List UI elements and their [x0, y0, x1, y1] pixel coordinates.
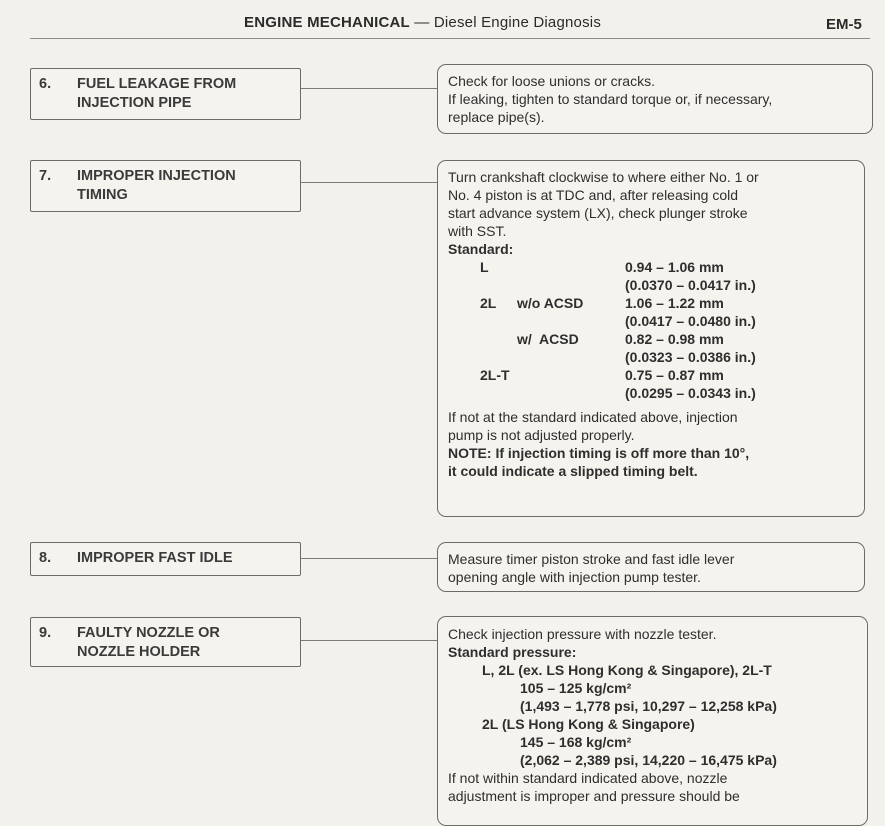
item-8-connector: [301, 558, 437, 559]
text-line: No. 4 piston is at TDC and, after releasing cold: [448, 187, 739, 203]
header-section: ENGINE MECHANICAL: [244, 14, 410, 31]
item-9-connector: [301, 640, 437, 641]
item-label-line: NOZZLE HOLDER: [77, 644, 201, 660]
spec-value: 1.06 – 1.22 mm: [625, 295, 724, 311]
item-7-text-box: [437, 160, 865, 517]
header-dash: —: [409, 14, 434, 31]
pressure-line: L, 2L (ex. LS Hong Kong & Singapore), 2L-T: [482, 662, 772, 678]
header-title: [244, 14, 601, 31]
spec-variant: w/ ACSD: [517, 331, 579, 347]
page-header: [0, 0, 885, 40]
pressure-line: 105 – 125 kg/cm²: [520, 680, 632, 696]
spec-value: (0.0370 – 0.0417 in.): [625, 277, 756, 293]
text-line: adjustment is improper and pressure should be: [448, 788, 740, 804]
item-label-line: TIMING: [77, 187, 128, 203]
header-rule: [30, 38, 870, 39]
text-line: If not within standard indicated above, nozzle: [448, 770, 728, 786]
text-line: If leaking, tighten to standard torque or, if necessary,: [448, 91, 773, 107]
page-number: EM-5: [826, 16, 862, 33]
item-label-line: IMPROPER FAST IDLE: [77, 550, 233, 566]
pressure-line: 145 – 168 kg/cm²: [520, 734, 632, 750]
standard-label: Standard:: [448, 241, 514, 257]
spec-row: [448, 258, 854, 276]
spec-row: [448, 294, 854, 312]
spec-model: 2L: [480, 295, 497, 311]
spec-row: [448, 366, 854, 384]
text-line: opening angle with injection pump tester.: [448, 569, 701, 585]
note-line: NOTE: If injection timing is off more than 10°,: [448, 445, 750, 461]
text-line: replace pipe(s).: [448, 109, 545, 125]
item-6-label-box: [30, 68, 301, 120]
text-line: Turn crankshaft clockwise to where either No. 1 or: [448, 169, 759, 185]
item-7-label-box: [30, 160, 301, 212]
text-line: Check injection pressure with nozzle tester.: [448, 626, 717, 642]
item-8-text-box: [437, 542, 865, 592]
text-line: with SST.: [448, 223, 507, 239]
text-line: start advance system (LX), check plunger stroke: [448, 205, 748, 221]
spec-model: L: [480, 259, 489, 275]
standard-label: Standard pressure:: [448, 644, 577, 660]
item-number: 7.: [39, 168, 52, 184]
text-line: Measure timer piston stroke and fast idle lever: [448, 551, 735, 567]
spec-row: [448, 276, 854, 294]
spec-value: (0.0417 – 0.0480 in.): [625, 313, 756, 329]
item-label-line: FUEL LEAKAGE FROM: [77, 76, 237, 92]
spec-value: (0.0295 – 0.0343 in.): [625, 385, 756, 401]
item-6-connector: [301, 88, 437, 89]
spec-value: 0.82 – 0.98 mm: [625, 331, 724, 347]
text-line: Check for loose unions or cracks.: [448, 73, 655, 89]
item-number: 6.: [39, 76, 52, 92]
item-label-line: FAULTY NOZZLE OR: [77, 625, 220, 641]
text-line: pump is not adjusted properly.: [448, 427, 635, 443]
spec-row: [448, 312, 854, 330]
spec-row: [448, 330, 854, 348]
item-8-label-box: [30, 542, 301, 576]
spec-model: 2L-T: [480, 367, 510, 383]
spec-row: [448, 384, 854, 402]
spec-value: 0.75 – 0.87 mm: [625, 367, 724, 383]
item-number: 9.: [39, 625, 52, 641]
item-number: 8.: [39, 550, 52, 566]
spec-value: 0.94 – 1.06 mm: [625, 259, 724, 275]
pressure-line: 2L (LS Hong Kong & Singapore): [482, 716, 695, 732]
pressure-line: (2,062 – 2,389 psi, 14,220 – 16,475 kPa): [520, 752, 777, 768]
item-6-text-box: [437, 64, 873, 134]
spec-row: [448, 348, 854, 366]
note-line: it could indicate a slipped timing belt.: [448, 463, 698, 479]
item-label-line: IMPROPER INJECTION: [77, 168, 236, 184]
text-line: If not at the standard indicated above, injection: [448, 409, 738, 425]
item-9-label-box: [30, 617, 301, 667]
item-label-line: INJECTION PIPE: [77, 95, 192, 111]
header-subtitle: Diesel Engine Diagnosis: [433, 14, 602, 31]
pressure-line: (1,493 – 1,778 psi, 10,297 – 12,258 kPa): [520, 698, 777, 714]
item-7-connector: [301, 182, 437, 183]
item-9-text-box: [437, 616, 868, 826]
spec-value: (0.0323 – 0.0386 in.): [625, 349, 756, 365]
spec-variant: w/o ACSD: [517, 295, 584, 311]
